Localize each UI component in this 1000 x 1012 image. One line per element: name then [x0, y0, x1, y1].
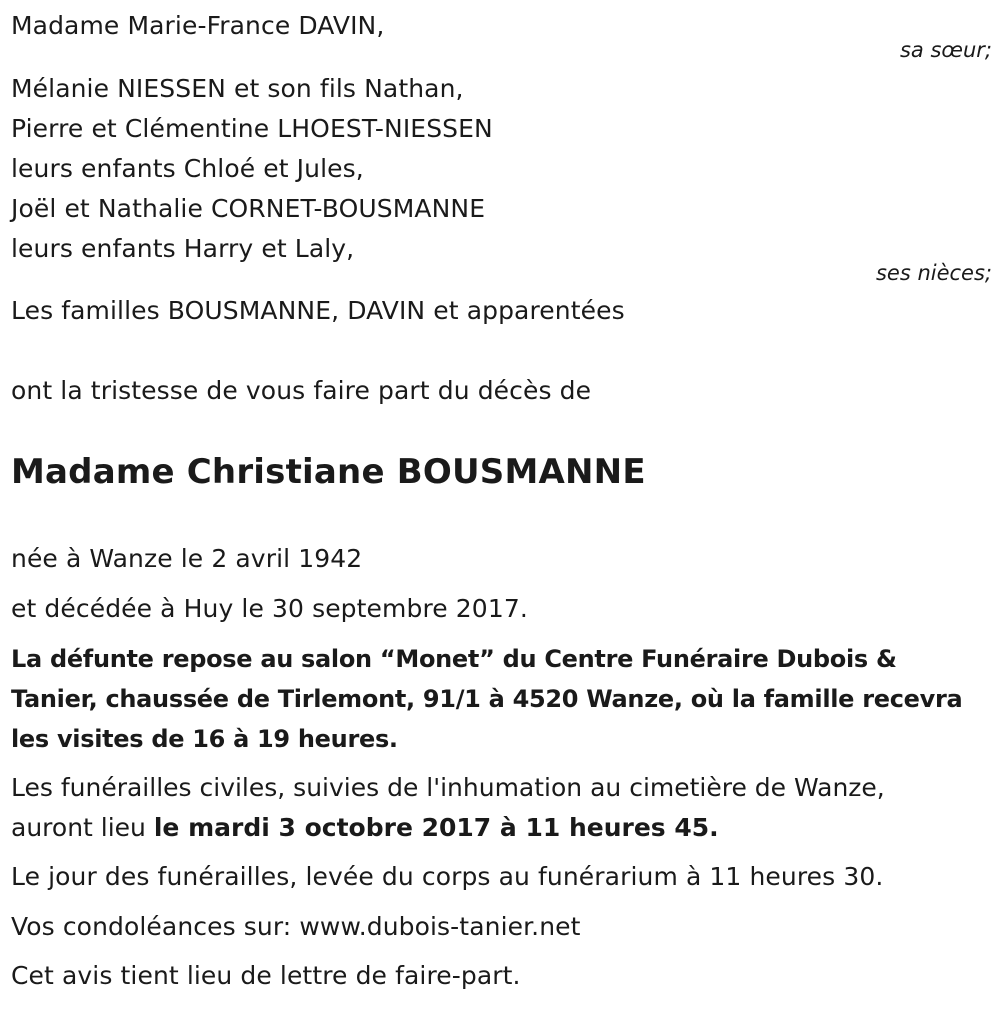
niece-line: leurs enfants Chloé et Jules,: [11, 154, 364, 183]
funeral-line: Les funérailles civiles, suivies de l'inhumation au cimetière de Wanze,: [11, 773, 885, 802]
niece-line: Joël et Nathalie CORNET-BOUSMANNE: [11, 194, 486, 223]
viewing-paragraph: [11, 639, 996, 759]
condolences-line: Vos condoléances sur: www.dubois-tanier.net: [11, 912, 581, 941]
viewing-line: les visites de 16 à 19 heures.: [11, 725, 398, 753]
funeral-line: [11, 808, 991, 848]
viewing-line: Tanier, chaussée de Tirlemont, 91/1 à 4520 Wanze, où la famille recevra: [11, 685, 963, 713]
sister-name: Madame Marie-France DAVIN,: [11, 11, 385, 40]
closing-line: Cet avis tient lieu de lettre de faire-part.: [11, 961, 521, 990]
nieces-relation: ses nièces;: [875, 261, 992, 285]
families-line: Les familles BOUSMANNE, DAVIN et apparentées: [11, 296, 625, 325]
niece-line: Mélanie NIESSEN et son fils Nathan,: [11, 74, 464, 103]
funeral-date: le mardi 3 octobre 2017 à 11 heures 45.: [153, 813, 719, 842]
levee-line: Le jour des funérailles, levée du corps au funérarium à 11 heures 30.: [11, 862, 884, 891]
intro-line: ont la tristesse de vous faire part du décès de: [11, 376, 592, 405]
birth-line: née à Wanze le 2 avril 1942: [11, 544, 363, 573]
death-line: et décédée à Huy le 30 septembre 2017.: [11, 594, 528, 623]
viewing-line: La défunte repose au salon “Monet” du Centre Funéraire Dubois &: [11, 645, 897, 673]
funeral-line-prefix: auront lieu: [11, 813, 154, 842]
sister-relation: sa sœur;: [899, 38, 992, 62]
funeral-paragraph: [11, 768, 991, 848]
nieces-block: [11, 69, 991, 269]
deceased-name: Madame Christiane BOUSMANNE: [11, 452, 646, 492]
niece-line: Pierre et Clémentine LHOEST-NIESSEN: [11, 114, 493, 143]
niece-line: leurs enfants Harry et Laly,: [11, 234, 355, 263]
